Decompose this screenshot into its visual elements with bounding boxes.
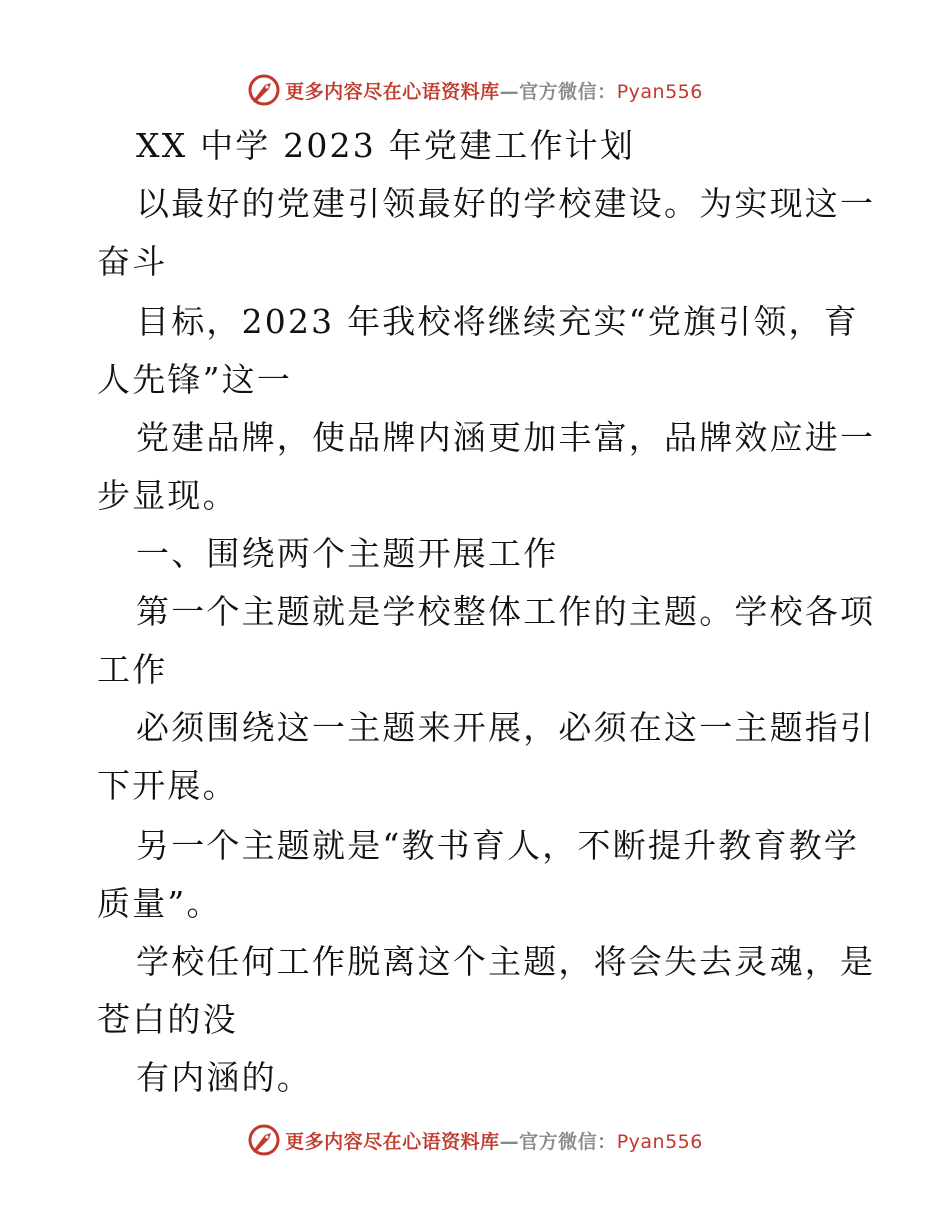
- paragraph-line: 党建品牌，使品牌内涵更加丰富，品牌效应进一: [136, 418, 876, 457]
- document-title: XX 中学 2023 年党建工作计划: [136, 126, 636, 165]
- watermark-label: 官方微信：: [519, 80, 617, 103]
- paragraph-line: 步显现。: [97, 476, 238, 515]
- fountain-pen-nib-logo-icon: [247, 1123, 281, 1157]
- paragraph-line: 有内涵的。: [136, 1058, 312, 1097]
- watermark-main-text: 更多内容尽在心语资料库: [285, 1130, 500, 1153]
- paragraph-line: 目标，2023 年我校将继续充实“党旗引领，育: [136, 302, 859, 341]
- paragraph-line: 苍白的没: [97, 1000, 238, 1039]
- watermark-label: 官方微信：: [519, 1130, 617, 1153]
- paragraph-line: 下开展。: [97, 766, 238, 805]
- paragraph-line: 第一个主题就是学校整体工作的主题。学校各项: [136, 592, 876, 631]
- paragraph-line: 奋斗: [97, 242, 168, 281]
- watermark-account: Pyan556: [616, 80, 703, 103]
- paragraph-line: 学校任何工作脱离这个主题，将会失去灵魂，是: [136, 942, 876, 981]
- watermark-account: Pyan556: [616, 1130, 703, 1153]
- watermark-dash: —: [499, 80, 520, 103]
- watermark-main-text: 更多内容尽在心语资料库: [285, 80, 500, 103]
- header-watermark: [0, 70, 950, 110]
- paragraph-line: 另一个主题就是“教书育人，不断提升教育教学: [136, 826, 860, 865]
- watermark-text: [285, 1127, 703, 1154]
- section-heading: 一、围绕两个主题开展工作: [136, 534, 559, 573]
- paragraph-line: 工作: [97, 650, 168, 689]
- watermark-text: [285, 77, 703, 104]
- fountain-pen-nib-logo-icon: [247, 73, 281, 107]
- footer-watermark: [0, 1120, 950, 1160]
- paragraph-line: 质量”。: [97, 884, 222, 923]
- paragraph-line: 必须围绕这一主题来开展，必须在这一主题指引: [136, 708, 876, 747]
- paragraph-line: 以最好的党建引领最好的学校建设。为实现这一: [136, 184, 876, 223]
- watermark-dash: —: [499, 1130, 520, 1153]
- paragraph-line: 人先锋”这一: [97, 360, 293, 399]
